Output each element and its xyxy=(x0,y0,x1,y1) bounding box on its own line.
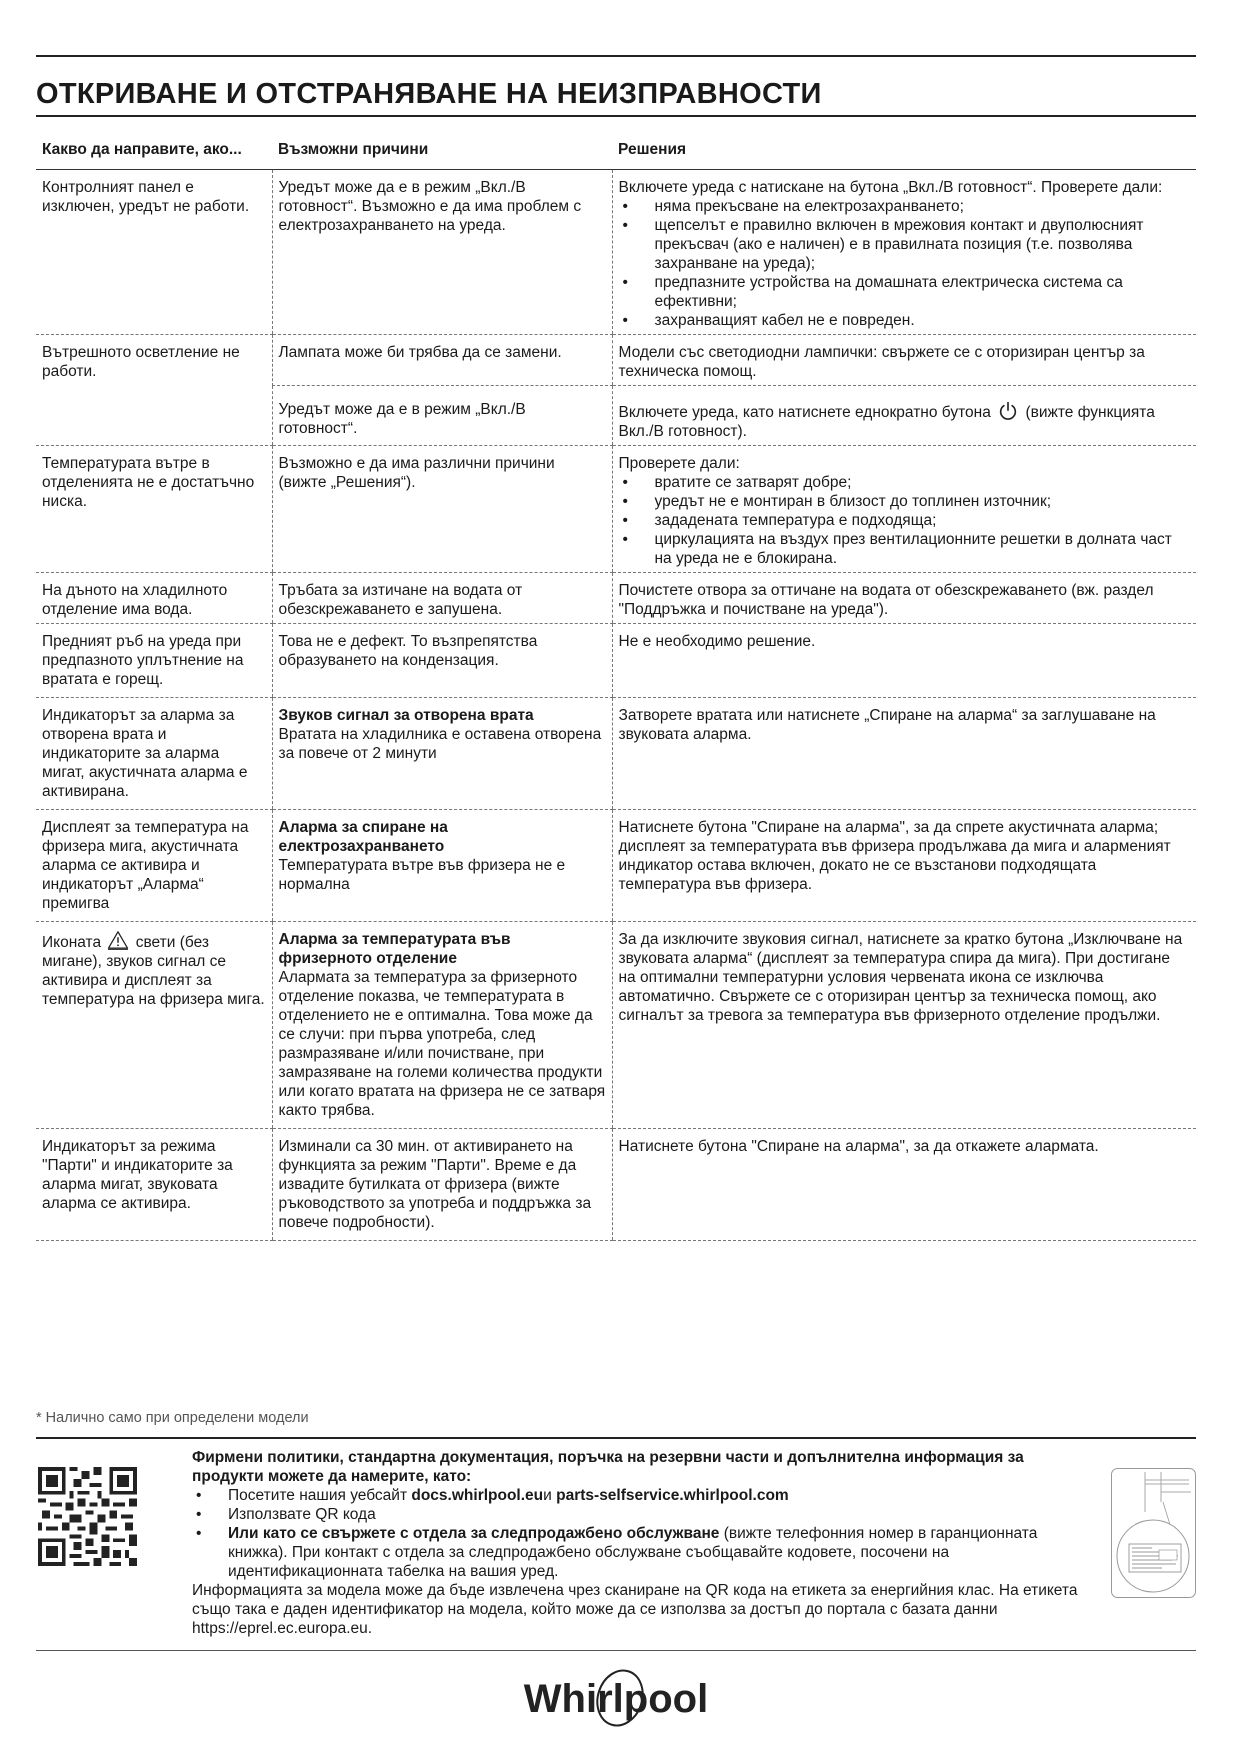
problem-cell xyxy=(36,922,272,1129)
column-header-causes: Възможни причини xyxy=(272,136,612,170)
table-row xyxy=(36,335,1196,386)
solution-cell: Затворете вратата или натиснете „Спиране на аларма“ за заглушаване на звуковата аларма. xyxy=(612,698,1196,810)
problem-cell: Вътрешното осветление не работи. xyxy=(36,335,272,446)
list-item: • щепселът е правилно включен в мрежовия контакт и двуполюсният прекъсвач (ако е наличен) е в правилната позиция (т.е. позволява захранване на уреда); xyxy=(619,216,1191,273)
cause-text: Вратата на хладилника е оставена отворена за повече от 2 минути xyxy=(278,726,602,762)
solution-intro: Проверете дали: xyxy=(618,455,740,472)
cause-cell: Лампата може би трябва да се замени. xyxy=(272,335,612,386)
problem-cell: Контролният панел е изключен, уредът не работи. xyxy=(36,170,272,335)
problem-cell: Предният ръб на уреда при предпазното уплътнение на вратата е горещ. xyxy=(36,624,272,698)
problem-cell: Индикаторът за аларма за отворена врата и индикаторите за аларма мигат, акустичната аларма е активирана. xyxy=(36,698,272,810)
problem-text-before: Иконата xyxy=(42,934,102,951)
solution-cell xyxy=(612,386,1196,446)
problem-cell: На дъното на хладилното отделение има вода. xyxy=(36,573,272,624)
logo-text: Whirlpool xyxy=(523,1677,709,1721)
list-item: • няма прекъсване на електрозахранването; xyxy=(619,197,1191,216)
table-row xyxy=(36,698,1196,810)
cause-cell xyxy=(272,810,612,922)
list-item xyxy=(192,1486,1092,1505)
bullet-text: (вижте телефонния номер в гаранционната книжка). При контакт с отдела за следпродажбено обслужване съобщавайте кодовете, посочени на идентификационната табелка на вашия уред. xyxy=(228,1525,1038,1580)
parts-website-link[interactable]: parts-selfservice.whirlpool.com xyxy=(556,1487,789,1504)
warning-triangle-icon xyxy=(107,930,129,950)
problem-cell: Температурата вътре в отделенията не е достатъчно ниска. xyxy=(36,446,272,573)
list-item: • захранващият кабел не е повреден. xyxy=(619,311,1191,330)
cause-cell: Възможно е да има различни причини (вижте „Решения“). xyxy=(272,446,612,573)
cause-heading: Аларма за спиране на електрозахранването xyxy=(278,819,448,855)
table-row xyxy=(36,922,1196,1129)
solution-intro: Включете уреда с натискане на бутона „Вкл./В готовност“. Проверете дали: xyxy=(618,179,1163,196)
bullet-bold: Или като се свържете с отдела за следпродажбено обслужване xyxy=(228,1525,720,1542)
solution-cell: Модели със светодиодни лампички: свържете се с оторизиран център за техническа помощ. xyxy=(612,335,1196,386)
bullet-text: Посетите нашия уебсайт xyxy=(228,1487,408,1504)
info-paragraph: Информацията за модела може да бъде извлечена чрез сканиране на QR кода на етикета за енергийния клас. На етикета също така е даден идентификатор на модела, който може да се използва за достъп до портала с базата данни https://eprel.ec.europa.eu. xyxy=(192,1582,1078,1637)
whirlpool-logo xyxy=(516,1668,716,1728)
solution-text-after: (вижте функцията Вкл./В готовност). xyxy=(618,404,1155,440)
problem-text-after: свети (без мигане), звуков сигнал се активира и дисплеят за температура на фризера мига. xyxy=(42,934,265,1008)
solution-cell: Натиснете бутона "Спиране на аларма", за да спрете акустичната аларма; дисплеят за температурата във фризера продължава да мига и алармeният индикатор остава включен, докато не се възстанови подходящата температура във фризера. xyxy=(612,810,1196,922)
bullet-conjunction: и xyxy=(543,1487,552,1504)
rating-label-illustration xyxy=(1111,1468,1196,1598)
cause-cell: Тръбата за изтичане на водата от обезскрежаването е запушена. xyxy=(272,573,612,624)
solution-cell: За да изключите звуковия сигнал, натиснете за кратко бутона „Изключване на звуковата аларма“ (дисплеят за температура спира да мига). При достигане на оптимални температурни условия червената икона се изключва автоматично. Свържете се с оторизиран център за техническа помощ, ако сигналът за тревога за температура във фризерното отделение продължи. xyxy=(612,922,1196,1129)
list-item: • предпазните устройства на домашната електрическа система са ефективни; xyxy=(619,273,1191,311)
cause-heading: Звуков сигнал за отворена врата xyxy=(278,707,534,724)
info-section xyxy=(192,1448,1092,1638)
column-header-problem: Какво да направите, ако... xyxy=(36,136,272,170)
solution-cell: Не е необходимо решение. xyxy=(612,624,1196,698)
list-item xyxy=(192,1524,1092,1581)
info-list xyxy=(192,1486,1092,1581)
cause-heading: Аларма за температурата във фризерното отделение xyxy=(278,931,511,967)
cause-cell: Изминали са 30 мин. от активирането на функцията за режим "Парти". Време е да извадите бутилката от фризера (вижте ръководството за употреба и поддръжка за повече подробности). xyxy=(272,1129,612,1241)
solution-cell: Почистете отвора за оттичане на водата от обезскрежаването (вж. раздел "Поддръжка и почистване на уреда"). xyxy=(612,573,1196,624)
cause-cell: Уредът може да е в режим „Вкл./В готовност“. xyxy=(272,386,612,446)
solution-cell: Натиснете бутона "Спиране на аларма", за да откажете алармата. xyxy=(612,1129,1196,1241)
table-row xyxy=(36,624,1196,698)
cause-text: Алармата за температура за фризерното отделение показва, че температурата в отделението не е оптимална. Това може да се случи: при първа употреба, след размразяване и/или почистване, при замразяване на големи количества продукти или когато вратата на фризера не се затваря както трябва. xyxy=(278,969,606,1119)
solution-text-before: Включете уреда, като натиснете еднократно бутона xyxy=(618,404,991,421)
website-link[interactable]: docs.whirlpool.eu xyxy=(411,1487,544,1504)
table-row xyxy=(36,1129,1196,1241)
footer-rule xyxy=(36,1437,1196,1439)
list-item: • зададената температура е подходяща; xyxy=(619,511,1191,530)
table-header-row xyxy=(36,136,1196,170)
table-row xyxy=(36,810,1196,922)
list-item: • циркулацията на въздух през вентилационните решетки в долната част на уреда не е блокирана. xyxy=(619,530,1191,568)
cause-cell: Това не е дефект. То възпрепятства образуването на кондензация. xyxy=(272,624,612,698)
solution-list xyxy=(619,197,1191,330)
title-rule xyxy=(36,115,1196,117)
page-title: ОТКРИВАНЕ И ОТСТРАНЯВАНЕ НА НЕИЗПРАВНОСТИ xyxy=(36,78,822,110)
table-row xyxy=(36,446,1196,573)
info-heading: Фирмени политики, стандартна документация, поръчка на резервни части и допълнителна информация за продукти можете да намерите, като: xyxy=(192,1449,1024,1485)
cause-cell xyxy=(272,698,612,810)
cause-text: Температурата вътре във фризера не е нормална xyxy=(278,857,566,893)
list-item: • вратите се затварят добре; xyxy=(619,473,1191,492)
table-row xyxy=(36,573,1196,624)
power-icon xyxy=(997,400,1019,422)
problem-cell: Дисплеят за температура на фризера мига, акустичната аларма се активира и индикаторът „Аларма“ премигва xyxy=(36,810,272,922)
footnote: * Налично само при определени модели xyxy=(36,1410,309,1426)
qr-code-icon[interactable] xyxy=(38,1467,137,1566)
table-row xyxy=(36,170,1196,335)
column-header-solutions: Решения xyxy=(612,136,1196,170)
problem-cell: Индикаторът за режима "Парти" и индикаторите за аларма мигат, звуковата аларма се активира. xyxy=(36,1129,272,1241)
cause-cell xyxy=(272,922,612,1129)
page xyxy=(36,0,1196,1754)
top-rule xyxy=(36,55,1196,57)
solution-cell xyxy=(612,170,1196,335)
cause-cell: Уредът може да е в режим „Вкл./В готовност“. Възможно е да има проблем с електрозахранването на уреда. xyxy=(272,170,612,335)
solution-cell xyxy=(612,446,1196,573)
footer-divider xyxy=(36,1650,1196,1651)
list-item: • Използвате QR кода xyxy=(192,1505,1092,1524)
solution-list xyxy=(619,473,1191,568)
troubleshooting-table xyxy=(36,136,1196,1241)
list-item: • уредът не е монтиран в близост до топлинен източник; xyxy=(619,492,1191,511)
